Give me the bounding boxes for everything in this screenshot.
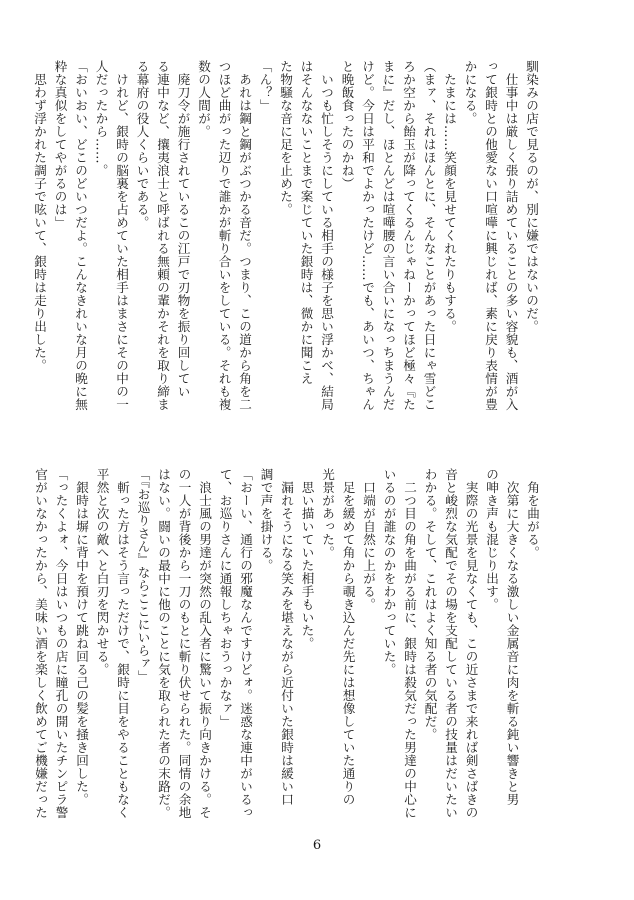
page-number: 6	[312, 838, 322, 853]
upper-text-block	[32, 60, 541, 411]
text-line: の一人が背後から一刀のもとに斬り伏せられた。同情の余地	[176, 468, 192, 819]
text-line: と晩飯食ったのかね）	[339, 60, 355, 190]
text-line: けれど、銀時の脳裏を占めていた相手はまさにその中の一	[114, 60, 129, 411]
text-line: て、お巡りさんに通報しちゃおうっかなァ」	[217, 468, 233, 728]
text-line: はない。闘いの最中に他のことに気を取られた者の末路だ。	[156, 468, 171, 819]
text-line: 実際の光景を見なくても、この近さまで来れば剣さばきの	[463, 468, 479, 819]
text-line: 粋な真似をしてやがるのは」	[52, 60, 68, 229]
text-line: 「ったくよォ、今日はいつもの店に瞳孔の開いたチンピラ警	[53, 468, 69, 819]
text-line: 浪士風の男達が突然の乱入者に驚いて振り向きかける。そ	[197, 468, 212, 819]
text-line: 次第に大きくなる激しい金属音に肉を斬る鈍い響きと男	[504, 468, 520, 806]
text-line: 思わず浮かれた調子で呟いて、銀時は走り出した。	[32, 60, 47, 372]
text-line: た物騒な音に足を止めた。	[278, 60, 293, 216]
text-line: る連中など、攘夷浪士と呼ばれる無頼の輩かそれを取り締ま	[155, 60, 170, 411]
text-line: 人だったから……。	[93, 60, 109, 177]
text-line: 廃刀令が施行されているこの江戸で刃物を振り回してい	[175, 60, 191, 398]
text-line: 角を曲がる。	[525, 468, 540, 559]
text-line: 音と峻烈な気配でその場を支配している者の技量はだいたい	[443, 468, 458, 819]
text-line: 光景があった。	[320, 468, 335, 559]
text-line: 平然と次の敵へと白刃を閃かせる。	[94, 468, 110, 676]
text-line: あれは鋼と鋼がぶつかる音だ。つまり、この道から角を二	[237, 60, 252, 411]
text-line: 「おいおい、どこのどいつだよ。こんなきれいな月の晩に無	[73, 60, 88, 411]
text-line: 口端が自然に上がる。	[361, 468, 376, 611]
text-line: たまには……笑顔を見せてくれたりもする。	[442, 60, 457, 333]
text-line: 馴染みの店で見るのが、別に嫌ではないのだ。	[524, 60, 539, 333]
text-line: 調で声を掛ける。	[258, 468, 274, 572]
text-line: けど。今日は平和でよかったけど……でも、あいつ、ちゃん	[360, 60, 375, 411]
text-line: 斬った方はそう言っただけで、銀時に目をやることもなく	[115, 468, 130, 819]
text-line: いるのが誰なのかをわかっていた。	[381, 468, 397, 676]
text-line: の呻き声も混じり出す。	[484, 468, 499, 611]
text-line: 銀時は塀に背中を預けて跳ね回る己の髪を掻き回した。	[74, 468, 89, 806]
text-line: 足を緩めて角から覗き込んだ先には想像していた通りの	[340, 468, 356, 806]
text-line: って銀時との他愛ない口喧嘩に興じれば、素に戻り表情が豊	[483, 60, 498, 411]
text-line: 思い描いていた相手もいた。	[299, 468, 315, 650]
text-line: 「おーい、通行の邪魔なんですけどォ。迷惑な連中がいるっ	[238, 468, 253, 819]
text-line: いつも忙しそうにしている相手の様子を思い浮かべ、結局	[319, 60, 334, 411]
text-line: る幕府の役人くらいである。	[134, 60, 150, 229]
text-line: かになる。	[462, 60, 478, 125]
text-line: 官がいなかったから、美味い酒を楽しく飲めてご機嫌だった	[33, 468, 48, 819]
text-line: （まァ、それはほんとに、そんなことがあった日にゃ雪どこ	[421, 60, 437, 411]
text-line: 仕事中は厳しく張り詰めていることの多い容貌も、酒が入	[503, 60, 519, 411]
text-line: つほど曲がった辺りで誰かが斬り合いをしている。それも複	[216, 60, 232, 411]
text-line: わかる。そして、これはよく知る者の気配だ。	[422, 468, 438, 741]
lower-text-block	[33, 468, 542, 819]
text-line: ろか空から飴玉が降ってくるんじゃねーかってほど極々『た	[401, 60, 416, 411]
text-line: 漏れそうになる笑みを堪えながら近付いた銀時は緩い口	[279, 468, 294, 806]
text-line: はそんなないことまで案じていた銀時は、微かに聞こえ	[298, 60, 314, 385]
text-line: 数の人間が。	[196, 60, 211, 138]
text-line: まに』だし、ほとんどは喧嘩腰の言い合いになっちまうんだ	[380, 60, 396, 411]
text-line: 二つ目の角を曲がる前に、銀時は殺気だった男達の中心に	[402, 468, 417, 819]
text-line: 「『お巡りさん』ならここにいらァ」	[135, 468, 151, 683]
text-line: 「ん？」	[257, 60, 273, 112]
